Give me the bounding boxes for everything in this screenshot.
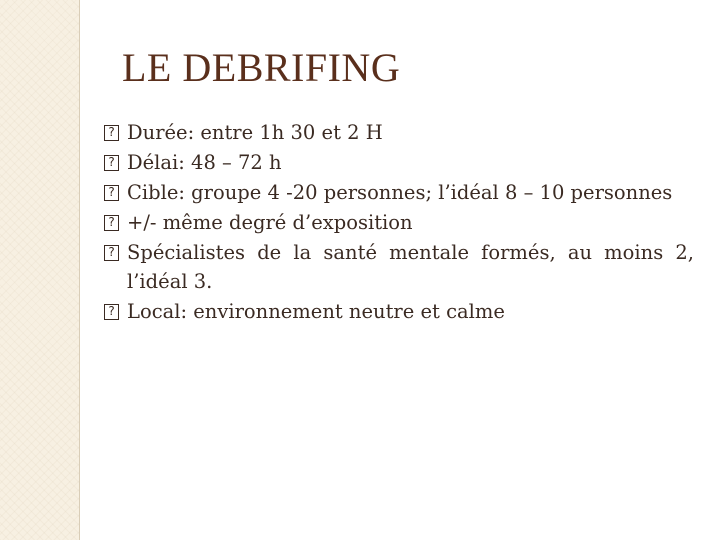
slide-title: LE DEBRIFING [122, 45, 401, 90]
missing-glyph-box-icon [104, 155, 119, 171]
bullet-item-local [104, 297, 694, 326]
missing-glyph-box-icon [104, 215, 119, 231]
bullet-list [104, 118, 694, 327]
bullet-text: Délai: 48 – 72 h [127, 151, 282, 174]
bullet-text: Spécialistes de la santé mentale formés, au moins 2, l’idéal 3. [127, 241, 694, 293]
bullet-item-exposition [104, 208, 694, 237]
decorative-side-panel [0, 0, 80, 540]
missing-glyph-box-icon [104, 304, 119, 320]
missing-glyph-box-icon [104, 185, 119, 201]
bullet-item-cible [104, 178, 694, 207]
missing-glyph-box-icon [104, 125, 119, 141]
side-panel-divider [79, 0, 80, 540]
missing-glyph-box-icon [104, 245, 119, 261]
bullet-item-duree [104, 118, 694, 147]
bullet-item-specialistes [104, 238, 694, 296]
bullet-text: Cible: groupe 4 -20 personnes; l’idéal 8 – 10 personnes [127, 181, 673, 204]
bullet-text: +/- même degré d’exposition [127, 211, 413, 234]
bullet-text: Local: environnement neutre et calme [127, 300, 505, 323]
bullet-text: Durée: entre 1h 30 et 2 H [127, 121, 383, 144]
bullet-item-delai [104, 148, 694, 177]
